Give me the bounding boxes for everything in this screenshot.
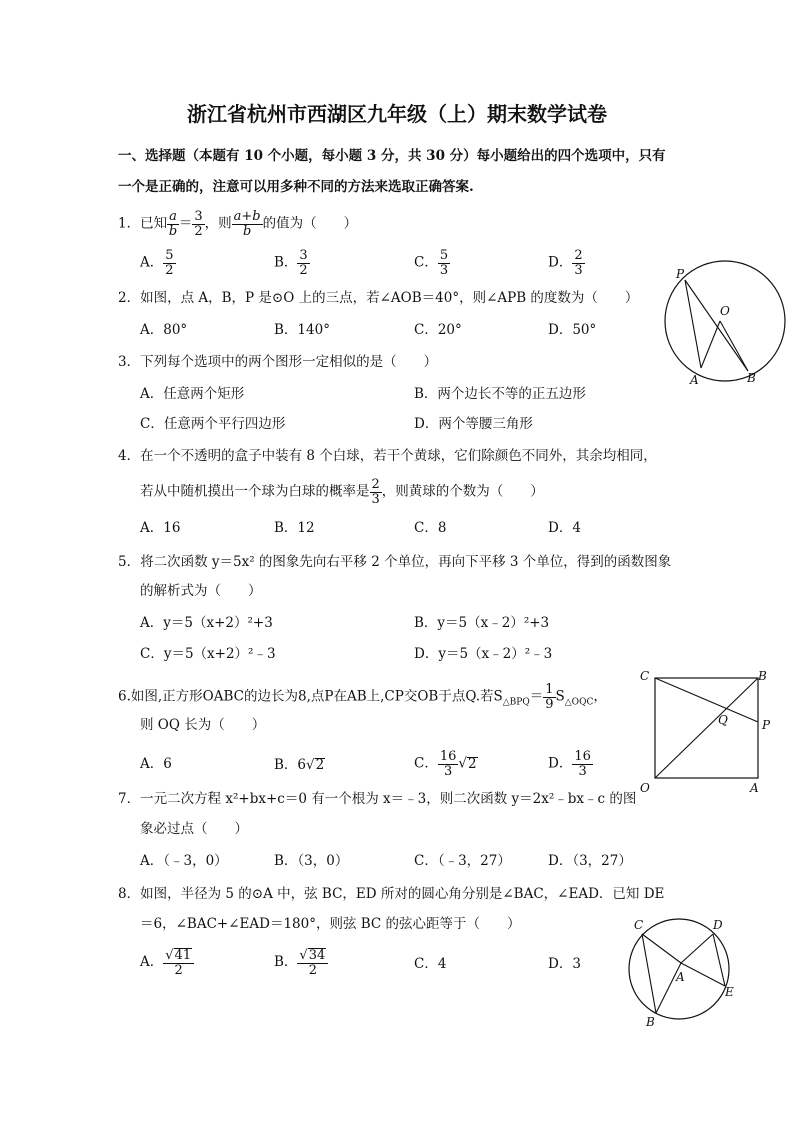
question-3-stem: 3．下列每个选项中的两个图形一定相似的是（ ） — [118, 354, 438, 370]
label-q: Q — [718, 713, 728, 727]
label-b: B — [646, 1015, 655, 1029]
q7-option-b: B．（3，0） — [274, 853, 349, 869]
question-7-line1: 7．一元二次方程 x²+bx+c＝0 有一个根为 x＝﹣3，则二次函数 y＝2x²﹣bx﹣c 的图 — [118, 791, 637, 807]
label-b: B — [747, 371, 756, 385]
question-5-line2: 的解析式为（ ） — [140, 583, 262, 599]
segment-ao — [701, 321, 720, 368]
label-c: C — [640, 669, 650, 683]
q2-option-b: B．140° — [274, 322, 330, 338]
question-8-line2: ＝6，∠BAC+∠EAD＝180°，则弦 BC 的弦心距等于（ ） — [140, 916, 521, 932]
question-1-stem: 1．已知 $\frac{a}{b}$ ＝ $\frac{3}{2}$ ，则 $\frac{a+b}{b}$ 的值为（ ） — [118, 209, 358, 239]
page-title: 浙江省杭州市西湖区九年级（上）期末数学试卷 — [187, 102, 607, 126]
label-a: A — [676, 970, 685, 984]
question-4-line2: 若从中随机摸出一个球为白球的概率是 $\frac{2}{3}$ ，则黄球的个数为（ ） — [140, 477, 544, 507]
q6-option-a: A．6 — [140, 756, 172, 772]
q6-option-b: B．6√2 — [274, 757, 325, 773]
q2-option-d: D．50° — [548, 322, 597, 338]
q2-option-c: C．20° — [414, 322, 462, 338]
segment-ca — [642, 934, 681, 963]
q8-option-a: A． $\frac{√41}{2}$ — [140, 948, 194, 977]
question-6-line2: 则 OQ 长为（ ） — [140, 717, 266, 733]
question-4-line1: 4．在一个不透明的盒子中装有 8 个白球，若干个黄球，它们除颜色不同外，其余均相同， — [118, 448, 657, 464]
q2-circle-figure — [662, 258, 792, 388]
q8-option-c: C．4 — [414, 956, 447, 972]
q3-option-d: D．两个等腰三角形 — [414, 416, 533, 432]
q6-square-figure — [636, 666, 776, 796]
question-5-line1: 5．将二次函数 y＝5x² 的图象先向右平移 2 个单位，再向下平移 3 个单位，得到的函数图象 — [118, 554, 672, 570]
q3-option-c: C．任意两个平行四边形 — [140, 416, 286, 432]
q4-option-a: A．16 — [140, 520, 181, 536]
segment-ob — [720, 321, 748, 371]
q5-option-b: B．y＝5（x﹣2）²+3 — [414, 615, 550, 631]
segment-ad — [681, 934, 713, 963]
q1-option-d: D． $\frac{2}{3}$ — [548, 248, 583, 278]
chord-cb — [642, 934, 656, 1013]
segment-ae — [681, 963, 725, 986]
q1-option-c: C． $\frac{5}{3}$ — [414, 248, 449, 278]
question-2-stem: 2．如图，点 A，B，P 是⊙O 上的三点，若∠AOB＝40°，则∠APB 的度数为（ ） — [118, 290, 639, 306]
label-c: C — [634, 918, 644, 932]
q5-option-d: D．y＝5（x﹣2）²﹣3 — [414, 646, 553, 662]
q8-circle — [629, 919, 729, 1019]
q6-option-c: C． $\frac{16}{3}$ √2 — [414, 749, 477, 779]
diagonal-ob — [655, 678, 758, 778]
label-o: O — [640, 781, 650, 795]
q3-option-b: B．两个边长不等的正五边形 — [414, 386, 586, 402]
q2-option-a: A．80° — [140, 322, 188, 338]
question-8-line1: 8．如图，半径为 5 的⊙A 中，弦 BC，ED 所对的圆心角分别是∠BAC，∠EAD．已知 DE — [118, 886, 665, 902]
q7-option-c: C．（﹣3，27） — [414, 853, 511, 869]
label-p: P — [676, 267, 685, 281]
label-b: B — [758, 669, 767, 683]
q3-option-a: A．任意两个矩形 — [140, 386, 245, 402]
label-o: O — [720, 304, 730, 318]
label-e: E — [725, 985, 734, 999]
q7-option-d: D．（3，27） — [548, 853, 632, 869]
segment-pb — [685, 280, 748, 371]
section-heading-line2: 一个是正确的，注意可以用多种不同的方法来选取正确答案. — [118, 179, 474, 195]
q8-option-b: B． $\frac{√34}{2}$ — [274, 948, 328, 977]
q5-option-c: C．y＝5（x+2）²﹣3 — [140, 646, 276, 662]
q8-option-d: D．3 — [548, 956, 581, 972]
q4-option-d: D．4 — [548, 520, 581, 536]
q4-option-b: B．12 — [274, 520, 315, 536]
label-a: A — [690, 373, 699, 387]
q8-circle-figure — [622, 914, 752, 1032]
chord-de — [713, 934, 725, 986]
label-p: P — [762, 718, 771, 732]
q7-option-a: A．（﹣3，0） — [140, 853, 228, 869]
q1-option-b: B． $\frac{3}{2}$ — [274, 248, 308, 278]
section-heading-line1: 一、选择题（本题有 10 个小题，每小题 3 分，共 30 分）每小题给出的四个选项中，只有 — [118, 148, 666, 164]
segment-cp — [655, 678, 758, 722]
label-d: D — [713, 918, 723, 932]
question-6-line1: 6.如图,正方形OABC的边长为8,点P在AB上,CP交OB于点Q.若$S_{\triangle BPQ}=$ $\frac{1}{9}$ $S_{\triangle OQC}$， — [118, 682, 607, 712]
segment-pa — [685, 280, 701, 368]
q6-option-d: D． $\frac{16}{3}$ — [548, 749, 591, 779]
q4-option-c: C．8 — [414, 520, 447, 536]
question-7-line2: 象必过点（ ） — [140, 821, 248, 837]
label-a: A — [750, 781, 759, 795]
q1-option-a: A． $\frac{5}{2}$ — [140, 248, 174, 278]
q5-option-a: A．y＝5（x+2）²+3 — [140, 615, 273, 631]
